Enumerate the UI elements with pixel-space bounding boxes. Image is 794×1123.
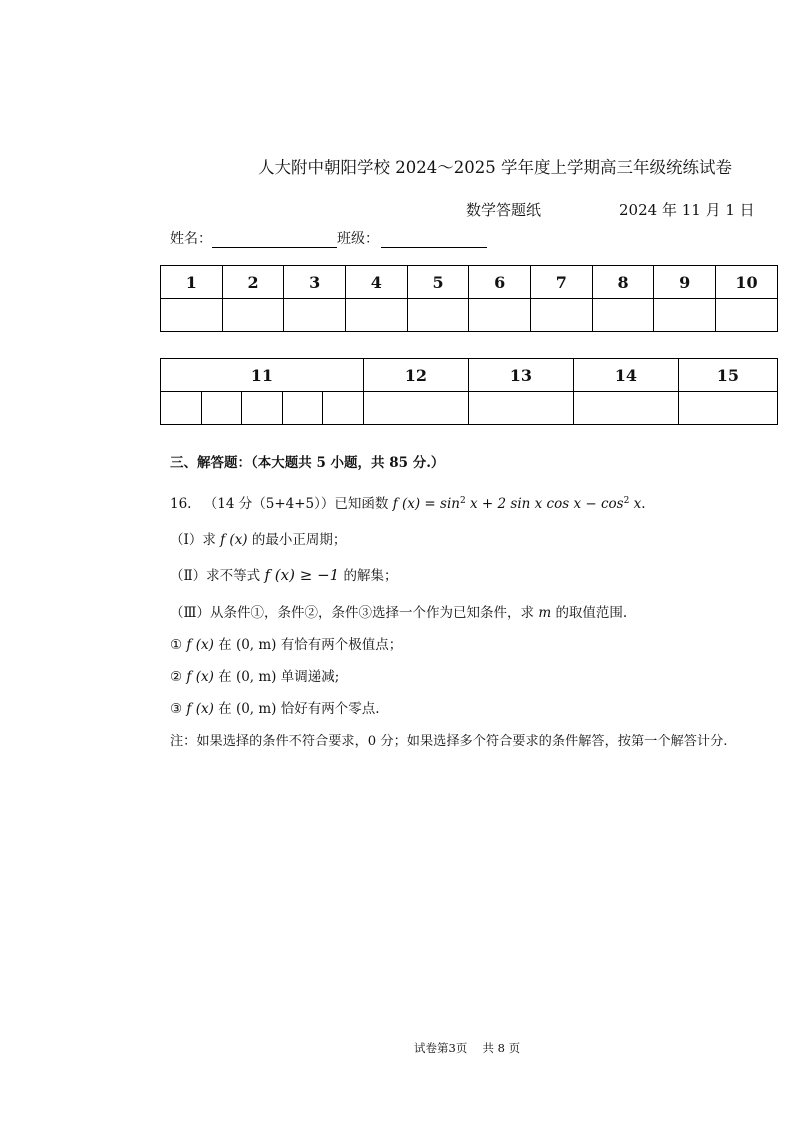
- interval-expr: (0, m): [235, 637, 277, 653]
- answer-cell[interactable]: [161, 299, 223, 332]
- table-header-cell: 8: [592, 266, 654, 299]
- function-lhs: f (x) = sin: [392, 496, 460, 512]
- table-header-cell: 11: [161, 359, 364, 392]
- table-header-cell: 10: [716, 266, 778, 299]
- answer-cell[interactable]: [363, 392, 468, 425]
- answer-row: [161, 299, 778, 332]
- answer-cell[interactable]: [716, 299, 778, 332]
- table-header-cell: 15: [678, 359, 777, 392]
- period: .: [641, 496, 646, 512]
- exponent: 2: [459, 496, 466, 506]
- class-label: 班级：: [337, 231, 379, 247]
- condition-3: [170, 697, 380, 717]
- answer-cell[interactable]: [201, 392, 242, 425]
- table-header-cell: 1: [161, 266, 223, 299]
- answer-cell[interactable]: [282, 392, 323, 425]
- question-16-part-2: [170, 564, 397, 584]
- exam-title: 人大附中朝阳学校 2024～2025 学年度上学期高三年级统练试卷: [258, 158, 732, 177]
- page-footer: 试卷第3页 共 8 页: [414, 1041, 521, 1055]
- interval-expr: (0, m): [235, 669, 277, 685]
- circled-number: ②: [170, 669, 183, 685]
- condition-text: 有恰有两个极值点；: [280, 637, 403, 653]
- table-header-cell: 2: [222, 266, 284, 299]
- question-points: （14 分（5+4+5））已知函数: [203, 496, 389, 512]
- condition-text: 恰好有两个零点.: [280, 701, 380, 717]
- circled-number: ③: [170, 701, 183, 717]
- answer-cell[interactable]: [323, 392, 364, 425]
- function-term: x + 2 sin x cos x − cos: [465, 496, 624, 512]
- condition-text: 在: [218, 637, 232, 653]
- answer-cell[interactable]: [161, 392, 202, 425]
- answer-row: [161, 392, 778, 425]
- table-header-cell: 7: [531, 266, 593, 299]
- fill-answer-table: [160, 358, 778, 425]
- question-16-stem: [170, 492, 646, 512]
- table-header-cell: 4: [346, 266, 408, 299]
- function-term: x: [629, 496, 642, 512]
- answer-cell[interactable]: [573, 392, 678, 425]
- choice-answer-table: [160, 265, 778, 332]
- condition-2: [170, 665, 339, 685]
- table-header-cell: 6: [469, 266, 531, 299]
- answer-cell[interactable]: [222, 299, 284, 332]
- question-number: 16.: [170, 496, 192, 512]
- answer-cell[interactable]: [654, 299, 716, 332]
- name-class-row: [170, 228, 487, 248]
- condition-1: [170, 633, 402, 653]
- part-label: （Ⅰ）求: [170, 532, 216, 548]
- part-text: 的解集；: [343, 568, 398, 584]
- interval-expr: (0, m): [235, 701, 277, 717]
- function-expr: f (x): [186, 669, 214, 685]
- function-expr: f (x): [186, 701, 214, 717]
- table-header-row: [161, 359, 778, 392]
- question-16-part-1: [170, 528, 346, 548]
- table-header-cell: 3: [284, 266, 346, 299]
- answer-cell[interactable]: [592, 299, 654, 332]
- part-label: （Ⅱ）求不等式: [170, 568, 261, 584]
- answer-cell[interactable]: [678, 392, 777, 425]
- name-label: 姓名：: [170, 231, 212, 247]
- table-header-cell: 13: [468, 359, 573, 392]
- answer-cell[interactable]: [531, 299, 593, 332]
- table-header-cell: 12: [363, 359, 468, 392]
- condition-text: 在: [218, 669, 232, 685]
- function-expr: f (x): [220, 532, 248, 548]
- part-text: （Ⅲ）从条件①，条件②，条件③选择一个作为已知条件，求: [170, 605, 535, 621]
- answer-cell[interactable]: [468, 392, 573, 425]
- circled-number: ①: [170, 637, 183, 653]
- answer-cell[interactable]: [346, 299, 408, 332]
- table-header-row: [161, 266, 778, 299]
- answer-cell[interactable]: [284, 299, 346, 332]
- class-field[interactable]: [381, 231, 487, 248]
- name-field[interactable]: [212, 231, 337, 248]
- exam-date: 2024 年 11 月 1 日: [619, 201, 755, 219]
- condition-text: 单调递减;: [280, 669, 340, 685]
- table-header-cell: 9: [654, 266, 716, 299]
- part-text: 的取值范围.: [555, 605, 628, 621]
- part-text: 的最小正周期；: [251, 532, 347, 548]
- condition-text: 在: [218, 701, 232, 717]
- exponent: 2: [623, 496, 630, 506]
- answer-cell[interactable]: [469, 299, 531, 332]
- table-header-cell: 14: [573, 359, 678, 392]
- answer-cell[interactable]: [407, 299, 469, 332]
- function-expr: f (x): [186, 637, 214, 653]
- section-heading: 三、解答题：（本大题共 5 小题，共 85 分.）: [170, 455, 445, 471]
- variable-m: m: [538, 605, 552, 621]
- answer-sheet-subtitle: 数学答题纸: [466, 201, 542, 219]
- question-16-part-3: [170, 601, 627, 621]
- inequality-expr: f (x) ≥ −1: [264, 566, 340, 584]
- scoring-note: 注：如果选择的条件不符合要求，0 分；如果选择多个符合要求的条件解答，按第一个解答计分.: [170, 734, 728, 749]
- answer-cell[interactable]: [242, 392, 283, 425]
- table-header-cell: 5: [407, 266, 469, 299]
